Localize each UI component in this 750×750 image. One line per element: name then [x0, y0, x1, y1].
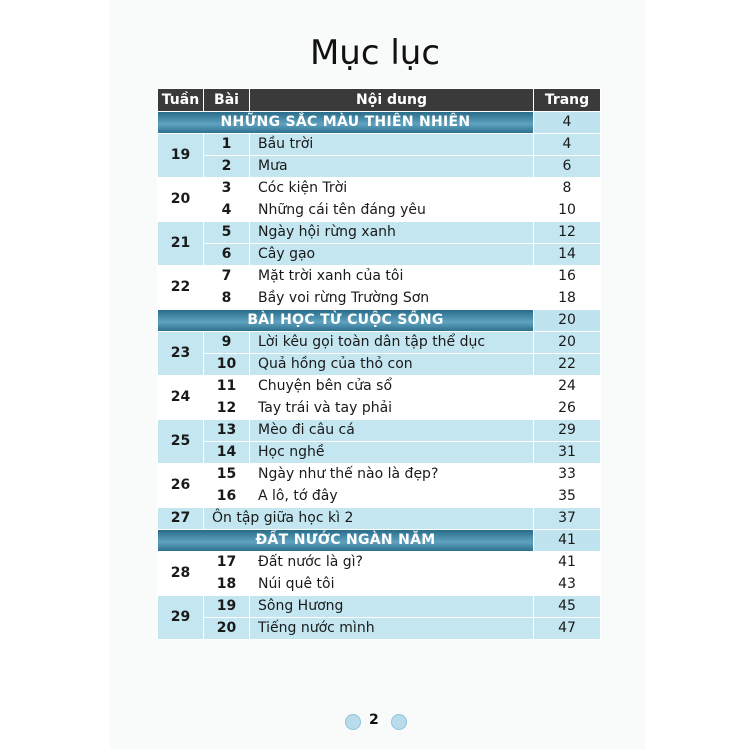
- lesson-number: 16: [204, 486, 250, 508]
- lesson-number: 19: [204, 596, 250, 618]
- lesson-row: [158, 618, 601, 640]
- lesson-row: [158, 398, 601, 420]
- lesson-row: [158, 420, 601, 442]
- week-number: 28: [158, 552, 204, 596]
- section-title: BÀI HỌC TỪ CUỘC SỐNG: [158, 310, 534, 332]
- lesson-title: Ngày hội rừng xanh: [250, 222, 534, 244]
- lesson-number: 11: [204, 376, 250, 398]
- lesson-number: 17: [204, 552, 250, 574]
- lesson-row: [158, 288, 601, 310]
- lesson-page: 41: [534, 552, 601, 574]
- lesson-number: 8: [204, 288, 250, 310]
- lesson-number: 12: [204, 398, 250, 420]
- lesson-row: [158, 266, 601, 288]
- lesson-page: 47: [534, 618, 601, 640]
- lesson-title: Ngày như thế nào là đẹp?: [250, 464, 534, 486]
- lesson-title: Sông Hương: [250, 596, 534, 618]
- lesson-row: [158, 222, 601, 244]
- page-title: Mục lục: [309, 33, 441, 73]
- week-number: 24: [158, 376, 204, 420]
- lesson-number: 20: [204, 618, 250, 640]
- lesson-row: [158, 178, 601, 200]
- lesson-number: 4: [204, 200, 250, 222]
- section-page: 20: [534, 310, 601, 332]
- week-number: 21: [158, 222, 204, 266]
- table-of-contents: [157, 88, 601, 640]
- lesson-page: 31: [534, 442, 601, 464]
- lesson-page: 14: [534, 244, 601, 266]
- lesson-row: [158, 244, 601, 266]
- lesson-page: 33: [534, 464, 601, 486]
- section-page: 41: [534, 530, 601, 552]
- lesson-title: Bầu trời: [250, 134, 534, 156]
- week-number: 20: [158, 178, 204, 222]
- lesson-title: Tay trái và tay phải: [250, 398, 534, 420]
- section-row: [158, 112, 601, 134]
- lesson-row: [158, 596, 601, 618]
- lesson-page: 8: [534, 178, 601, 200]
- lesson-row: [158, 486, 601, 508]
- lesson-page: 26: [534, 398, 601, 420]
- lesson-page: 10: [534, 200, 601, 222]
- lesson-page: 20: [534, 332, 601, 354]
- lesson-title: Núi quê tôi: [250, 574, 534, 596]
- lesson-title: Mặt trời xanh của tôi: [250, 266, 534, 288]
- lesson-page: 6: [534, 156, 601, 178]
- lesson-row: [158, 464, 601, 486]
- lesson-number: 14: [204, 442, 250, 464]
- lesson-page: 16: [534, 266, 601, 288]
- section-row: [158, 310, 601, 332]
- lesson-title: Những cái tên đáng yêu: [250, 200, 534, 222]
- table-header-row: [158, 89, 601, 112]
- page-number: 2: [369, 712, 379, 728]
- header-content: Nội dung: [250, 89, 534, 112]
- lesson-row: [158, 376, 601, 398]
- lesson-number: 9: [204, 332, 250, 354]
- lesson-title: Cây gạo: [250, 244, 534, 266]
- flower-ornament-right: [391, 714, 407, 730]
- lesson-row: [158, 134, 601, 156]
- lesson-row: [158, 332, 601, 354]
- lesson-page: 45: [534, 596, 601, 618]
- lesson-row: [158, 200, 601, 222]
- section-row: [158, 530, 601, 552]
- lesson-page: 35: [534, 486, 601, 508]
- section-title: ĐẤT NƯỚC NGÀN NĂM: [158, 530, 534, 552]
- lesson-page: 12: [534, 222, 601, 244]
- lesson-row: [158, 442, 601, 464]
- lesson-title: Cóc kiện Trời: [250, 178, 534, 200]
- week-number: 23: [158, 332, 204, 376]
- header-page: Trang: [534, 89, 601, 112]
- lesson-number: 7: [204, 266, 250, 288]
- section-title: NHỮNG SẮC MÀU THIÊN NHIÊN: [158, 112, 534, 134]
- lesson-row: [158, 574, 601, 596]
- week-number: 27: [158, 508, 204, 530]
- lesson-number: 1: [204, 134, 250, 156]
- lesson-title: Mưa: [250, 156, 534, 178]
- review-title: Ôn tập giữa học kì 2: [204, 508, 534, 530]
- week-number: 22: [158, 266, 204, 310]
- lesson-number: 18: [204, 574, 250, 596]
- lesson-number: 5: [204, 222, 250, 244]
- week-number: 29: [158, 596, 204, 640]
- header-lesson: Bài: [204, 89, 250, 112]
- lesson-number: 6: [204, 244, 250, 266]
- header-week: Tuần: [158, 89, 204, 112]
- week-number: 26: [158, 464, 204, 508]
- lesson-title: Đất nước là gì?: [250, 552, 534, 574]
- lesson-page: 24: [534, 376, 601, 398]
- lesson-page: 18: [534, 288, 601, 310]
- lesson-page: 4: [534, 134, 601, 156]
- page-footer: [345, 706, 405, 736]
- lesson-title: Học nghề: [250, 442, 534, 464]
- toc-body: [158, 112, 601, 640]
- lesson-title: Mèo đi câu cá: [250, 420, 534, 442]
- week-number: 25: [158, 420, 204, 464]
- lesson-number: 15: [204, 464, 250, 486]
- lesson-number: 13: [204, 420, 250, 442]
- lesson-number: 10: [204, 354, 250, 376]
- lesson-page: 22: [534, 354, 601, 376]
- lesson-title: Chuyện bên cửa sổ: [250, 376, 534, 398]
- flower-ornament-left: [345, 714, 361, 730]
- lesson-title: Lời kêu gọi toàn dân tập thể dục: [250, 332, 534, 354]
- lesson-page: 29: [534, 420, 601, 442]
- lesson-title: A lô, tớ đây: [250, 486, 534, 508]
- lesson-row: [158, 354, 601, 376]
- lesson-title: Quả hồng của thỏ con: [250, 354, 534, 376]
- lesson-page: 37: [534, 508, 601, 530]
- lesson-title: Bầy voi rừng Trường Sơn: [250, 288, 534, 310]
- week-number: 19: [158, 134, 204, 178]
- lesson-row: [158, 552, 601, 574]
- section-page: 4: [534, 112, 601, 134]
- lesson-row: [158, 156, 601, 178]
- lesson-title: Tiếng nước mình: [250, 618, 534, 640]
- review-row: [158, 508, 601, 530]
- lesson-page: 43: [534, 574, 601, 596]
- lesson-number: 3: [204, 178, 250, 200]
- lesson-number: 2: [204, 156, 250, 178]
